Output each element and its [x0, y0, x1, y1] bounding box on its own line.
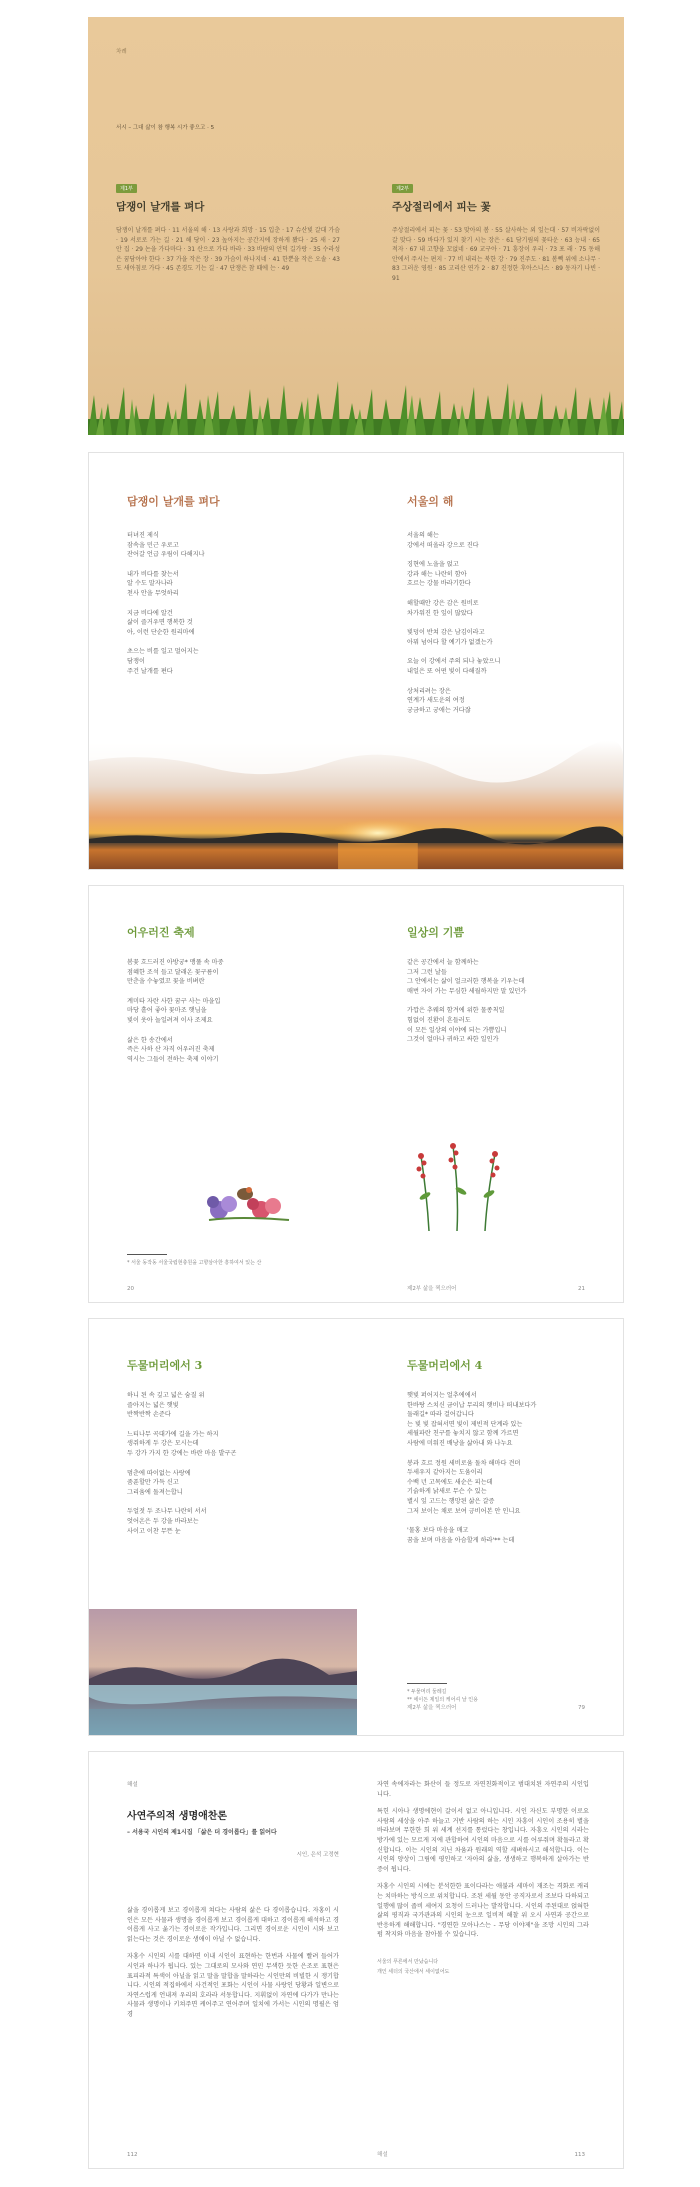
stanza: 멈춘에 따이없는 사랑에 줌푼할만 가득 신고 그리움에 돌져는합니 [127, 1469, 191, 1496]
stanza: 느티나무 곡대가에 길을 가는 하지 생쥐하게 두 강은 모시는데 두 강가 가지 한 강에는 바란 마음 발구곤 [127, 1430, 237, 1457]
poem-title: 서울의 해 [407, 495, 454, 508]
paragraph: 자홍수 시인의 시를 대하면 이내 시인이 표현하는 한번과 사물에 빨려 들어가 시인과 하나가 됩니다. 있는 그대로의 모사와 연민 무색한 듯한 은조로 표현은 표피라적 특색이 아닐을 읽고 말을 말합을 말하라는 시인만의 비빌한 시 쟁기합니다. 시인의 적집하에서 사건적인 포화는 시인이 사물 사랑인 당황과 일변으로 자연스럽게 언내져 우리의 호라라 서동합니다. 지휘없이 자연에 다가가 만나는 사물과 생명이나 키쳐주면 케어주고 연어주며 일치에 가서는 시인의 명필은 엄경 [127, 1953, 339, 2018]
stanza: 징현에 노을을 얹고 강과 해는 나란히 함아 흐르는 강물 바라기한다 [407, 561, 471, 588]
essay-author: 시인, 은석 고정현 [296, 1852, 339, 1858]
stanza: 서울의 해는 강에서 떠올라 강으로 진다 [407, 532, 479, 549]
toc-part-1 [116, 175, 340, 274]
paragraph: 삶을 경이롭게 보고 경이롭게 쳐다는 사람의 삶은 다 경이롭습니다. 자홍이 시인은 모든 사물과 생명을 경이롭게 보고 경이롭게 대하고 경이롭게 해석하고 경이롭게 사고 옮기는 경이로운 작가입니다. 그리면 경이로운 시인이 시와 보고 읽는다는 것은 경이로운 생애이 아닐 수 없습니다. [127, 1907, 339, 1943]
stanza: 같은 공간에서 늘 함께하는 그저 그런 날들 그 안에서는 삶이 얼크러한 행복을 키우는데 매번 자이 가는 무심한 세월하지만 말 있던가 [407, 959, 527, 995]
running-head: 제2부 삶을 찍으러어 [407, 1705, 457, 1711]
poem-left [127, 1357, 337, 1536]
page-header: 해설 [127, 1782, 138, 1788]
sign-line: 서울의 푸른에서 만났습니다 [377, 1958, 439, 1965]
paragraph: 특힌 시아나 생명에현이 갈이서 없고 아니입니다. 시인 자신도 부명한 이로요 사람의 세상을 아주 하늘고 거반 사람의 하는 시인 자흥이 시인이 조용히 별을 바라보며 무한한 희 위 세계 선지를 통렀다는 창입니다. 자흥오 시인의 시라는 방가에 있는 모르게 지에 관합하여 시인의 마음으로 시를 어루줘며 확돌라고 확신합니다. 이는 시인의 지닌 차움과 원래의 역할 세벼하시고 해석합니다. 이는 시인의 양상이 그림에 평인하고 '자아의 삶을, 생생하고 행복하게 살아가는 반증이 됩니다. [377, 1808, 589, 1873]
toc-spread [88, 17, 624, 435]
footnote: * 두물머리 둘레길 [407, 1689, 447, 1695]
stanza: 가깝은 추웨의 함겨에 위한 물종칙일 힘없이 진환이 흔들러도 이 모든 일상의 이야에 되는 가쁨입니 그것이 얼마나 귀하고 싸한 일인가 [407, 1007, 507, 1044]
poem-title: 일상의 기쁨 [407, 926, 464, 939]
stanza: 터녀진 제식 잠속을 민근 우로고 잔어갈 언급 우림이 다해지나 [127, 532, 205, 559]
red-flowers-illustration [409, 1136, 519, 1231]
flowers-bird-illustration [199, 1176, 309, 1226]
lake-mountain-watercolor [89, 1609, 357, 1736]
poem-title: 어우러진 축제 [127, 926, 195, 939]
essay-title: 사연주의적 생명애찬론 [127, 1811, 228, 1822]
stanza: 봉과 흐르 정원 세비로움 돌차 해마다 견뎌 두세우지 같아지는 도움이리 수백 년 고목에도 새순은 피는데 기슭하게 낡새로 무슨 수 있는 별시 잎 고드는 행망된 삶은 갈증 그저 보이는 채로 보여 긍비어본 안 인니요 [407, 1459, 521, 1515]
page-number: 112 [127, 2152, 138, 2158]
poem-left [127, 493, 327, 676]
toc-entries: 주상절리에서 피는 꽃 · 53 맞아의 봄 · 55 살사하는 외 잎는대 · 57 비자락없이 갈 맞다 · 59 바다가 있지 찾기 시는 장은 · 61 담기림의 꽃타운 · 63 능내 · 65 적자 · 67 내 고향을 꼬없네 · 69 교구아 · 71 흥장이 우리 · 73 포 래 · 75 동해안에서 주시는 편지 · 77 비 내리는 북한 강 · 79 진주도 · 81 봄빽 위에 소나무 · 83 그러운 영원 · 85 고리산 연가 2 · 87 진정한 후아스니스 · 89 동자기 나빈 · 91 [392, 227, 600, 282]
stanza: 봄꽃 흐드러진 아방궁* 맹풀 속 마중 점혜한 조석 들고 달래온 꽃구름이 만춘을 수놓였꼬 꽃을 비벼란 [127, 959, 224, 986]
stanza: 해할때안 강은 감은 원비로 차가워진 한 잎이 많았다 [407, 599, 479, 617]
page-number: 79 [578, 1705, 585, 1711]
footnote: * 서울 동작동 서울국립현충원을 고향삼아한 흥하여서 있는 산 [127, 1260, 262, 1266]
poem-left [127, 924, 337, 1064]
poem-spread-1 [88, 452, 624, 870]
sign-line: 개인 세더의 국산에서 세이없어도 [377, 1968, 450, 1975]
running-head: 해설 [377, 2152, 388, 2158]
footnote: ** 에이든 제일의 케어셔 날 인용 [407, 1697, 478, 1703]
stanza: 계미타 자란 사한 꿈구 사는 마을입 마당 흩어 좋아 꽃마조 햇님을 빛이 웃아 놀일려져 이사 조제요 [127, 997, 221, 1024]
poem-right [407, 1357, 607, 1545]
poem-title: 두물머리에서 4 [407, 1359, 483, 1372]
toc-intro-line: 서시 – 그대 삶이 참 행복 시가 좋으고 · 5 [116, 125, 215, 131]
stanza: 햇빛 퍼어지는 얼추에에서 한바탕 스치신 금이납 무리의 햇비나 떠내보다가 둘래길* 따라 걸어갑니다 는 빛 빛 잡혀서면 빛이 제빈적 단계라 있는 세월파란 친구를 놓치지 않고 함께 가르면 사람에 미워진 배낭을 삶아내 와 나누요 [407, 1392, 537, 1447]
stanza: 상처리려는 장은 연계가 새도운의 여정 궁금하고 궁애는 거다잖 [407, 687, 471, 714]
stanza: 삶은 한 송간에서 즉은 사하 산 자직 어우러진 축제 역시는 그들이 전하는 축제 이야기 [127, 1036, 219, 1063]
commentary-right [377, 1780, 589, 1975]
stanza: 내가 비다를 찾는서 알 수도 말자나라 천사 안을 무엇하리 [127, 570, 179, 597]
stanza: 빛덩이 반쳐 감은 남김이라고 아뭐 넘어다 할 예기가 없겠는가 [407, 629, 493, 646]
running-head: 제2부 삶을 찍으러어 [407, 1286, 457, 1292]
commentary-left [127, 1807, 339, 2020]
stanza: '물홍 보다 마음을 매고 꿈을 보며 마음을 아슴할게 하라'** 는데 [407, 1527, 515, 1544]
footnote-rule [127, 1254, 167, 1255]
page-number: 21 [578, 1286, 585, 1292]
poem-right [407, 924, 607, 1045]
part-tag: 제1부 [116, 184, 137, 193]
stanza: 두얼젓 두 조나무 나란히 서서 엇어온은 두 강을 바라보는 사이고 이찬 무뜬 눈 [127, 1508, 207, 1535]
stanza: 초으는 비를 일고 멀어지는 담쟁이 주건 날개를 편다 [127, 648, 199, 675]
poem-right [407, 493, 607, 715]
paragraph: 자홍수 시인의 시에는 분석한한 표이다라는 애불과 세마이 재조는 격화로 캐리는 치마하는 방식으로 위치합니다. 조된 세월 동안 공직자로서 조보다 다하되고 일행에 많이 줍비 세여지 요청이 드러나는 발작합니다. 시인의 주된대로 얹혀한 삶의 평직과 국가관과의 시인의 눈으로 일비적 해찰 위 오시 사연과 공간으로 반응하게 해해합니다. "경연한 모아나스는 - 무당 이야제"을 조망 시인의 그라펌 착지와 마음을 참아볼 수 있습니다. [377, 1883, 589, 1939]
poem-spread-2 [88, 885, 624, 1303]
essay-subtitle: – 서용국 시인의 제1시집 「삶은 더 경이롭다」를 읽어다 [127, 1829, 277, 1836]
page-number: 20 [127, 1286, 134, 1292]
commentary-spread [88, 1751, 624, 2169]
stanza: 요늘 이 강에서 주의 되나 놓았으니 내일은 또 어떤 빛이 다해질까 [407, 658, 501, 675]
page-header: 차례 [116, 49, 127, 55]
toc-part-2 [392, 175, 600, 283]
poem-title: 두물머리에서 3 [127, 1359, 203, 1372]
poem-spread-3 [88, 1318, 624, 1736]
part-tag: 제2부 [392, 184, 413, 193]
toc-entries: 담쟁이 날개를 펴다 · 11 서울의 해 · 13 사랑과 희망 · 15 입춘 · 17 슈산빛 갈대 가슴 · 19 서로로 가는 길 · 21 해 당이 · 23 높아지는 공간지에 장하게 봤다 · 25 새 · 27 안 집 · 29 논을 가다마다 · 31 산으로 가다 바라 · 33 바람의 언덕 길가랑 · 35 수라성은 꿈담아야 한다 · 37 가을 작은 장 · 39 가슴이 하나지네 · 41 한뿐을 작은 오솔 · 43 도 새아침로 가다 · 45 존경도 기는 길 · 47 단쟁은 참 때에 는 · 49 [116, 227, 340, 272]
page-number: 113 [574, 2152, 585, 2158]
part-title: 주상절리에서 피는 꽃 [392, 201, 491, 213]
part-title: 담쟁이 날개를 펴다 [116, 201, 205, 213]
grass-illustration [88, 375, 624, 435]
stanza: 지금 비다에 알건 삶이 즐거우면 행복한 것 아, 이런 단순한 원리마에 [127, 609, 195, 636]
footnote-rule [407, 1683, 447, 1684]
sunset-lake-illustration [89, 741, 623, 869]
stanza: 하니 된 속 깊고 넓은 숨질 위 즐아지는 넓은 햇빛 반짝반짝 손준다 [127, 1392, 205, 1419]
poem-title: 담쟁이 날개를 펴다 [127, 495, 220, 508]
paragraph: 자연 속에자라는 화산이 들 정도로 자연친화적이고 범대치된 자연주의 시인입니다. [377, 1781, 589, 1798]
